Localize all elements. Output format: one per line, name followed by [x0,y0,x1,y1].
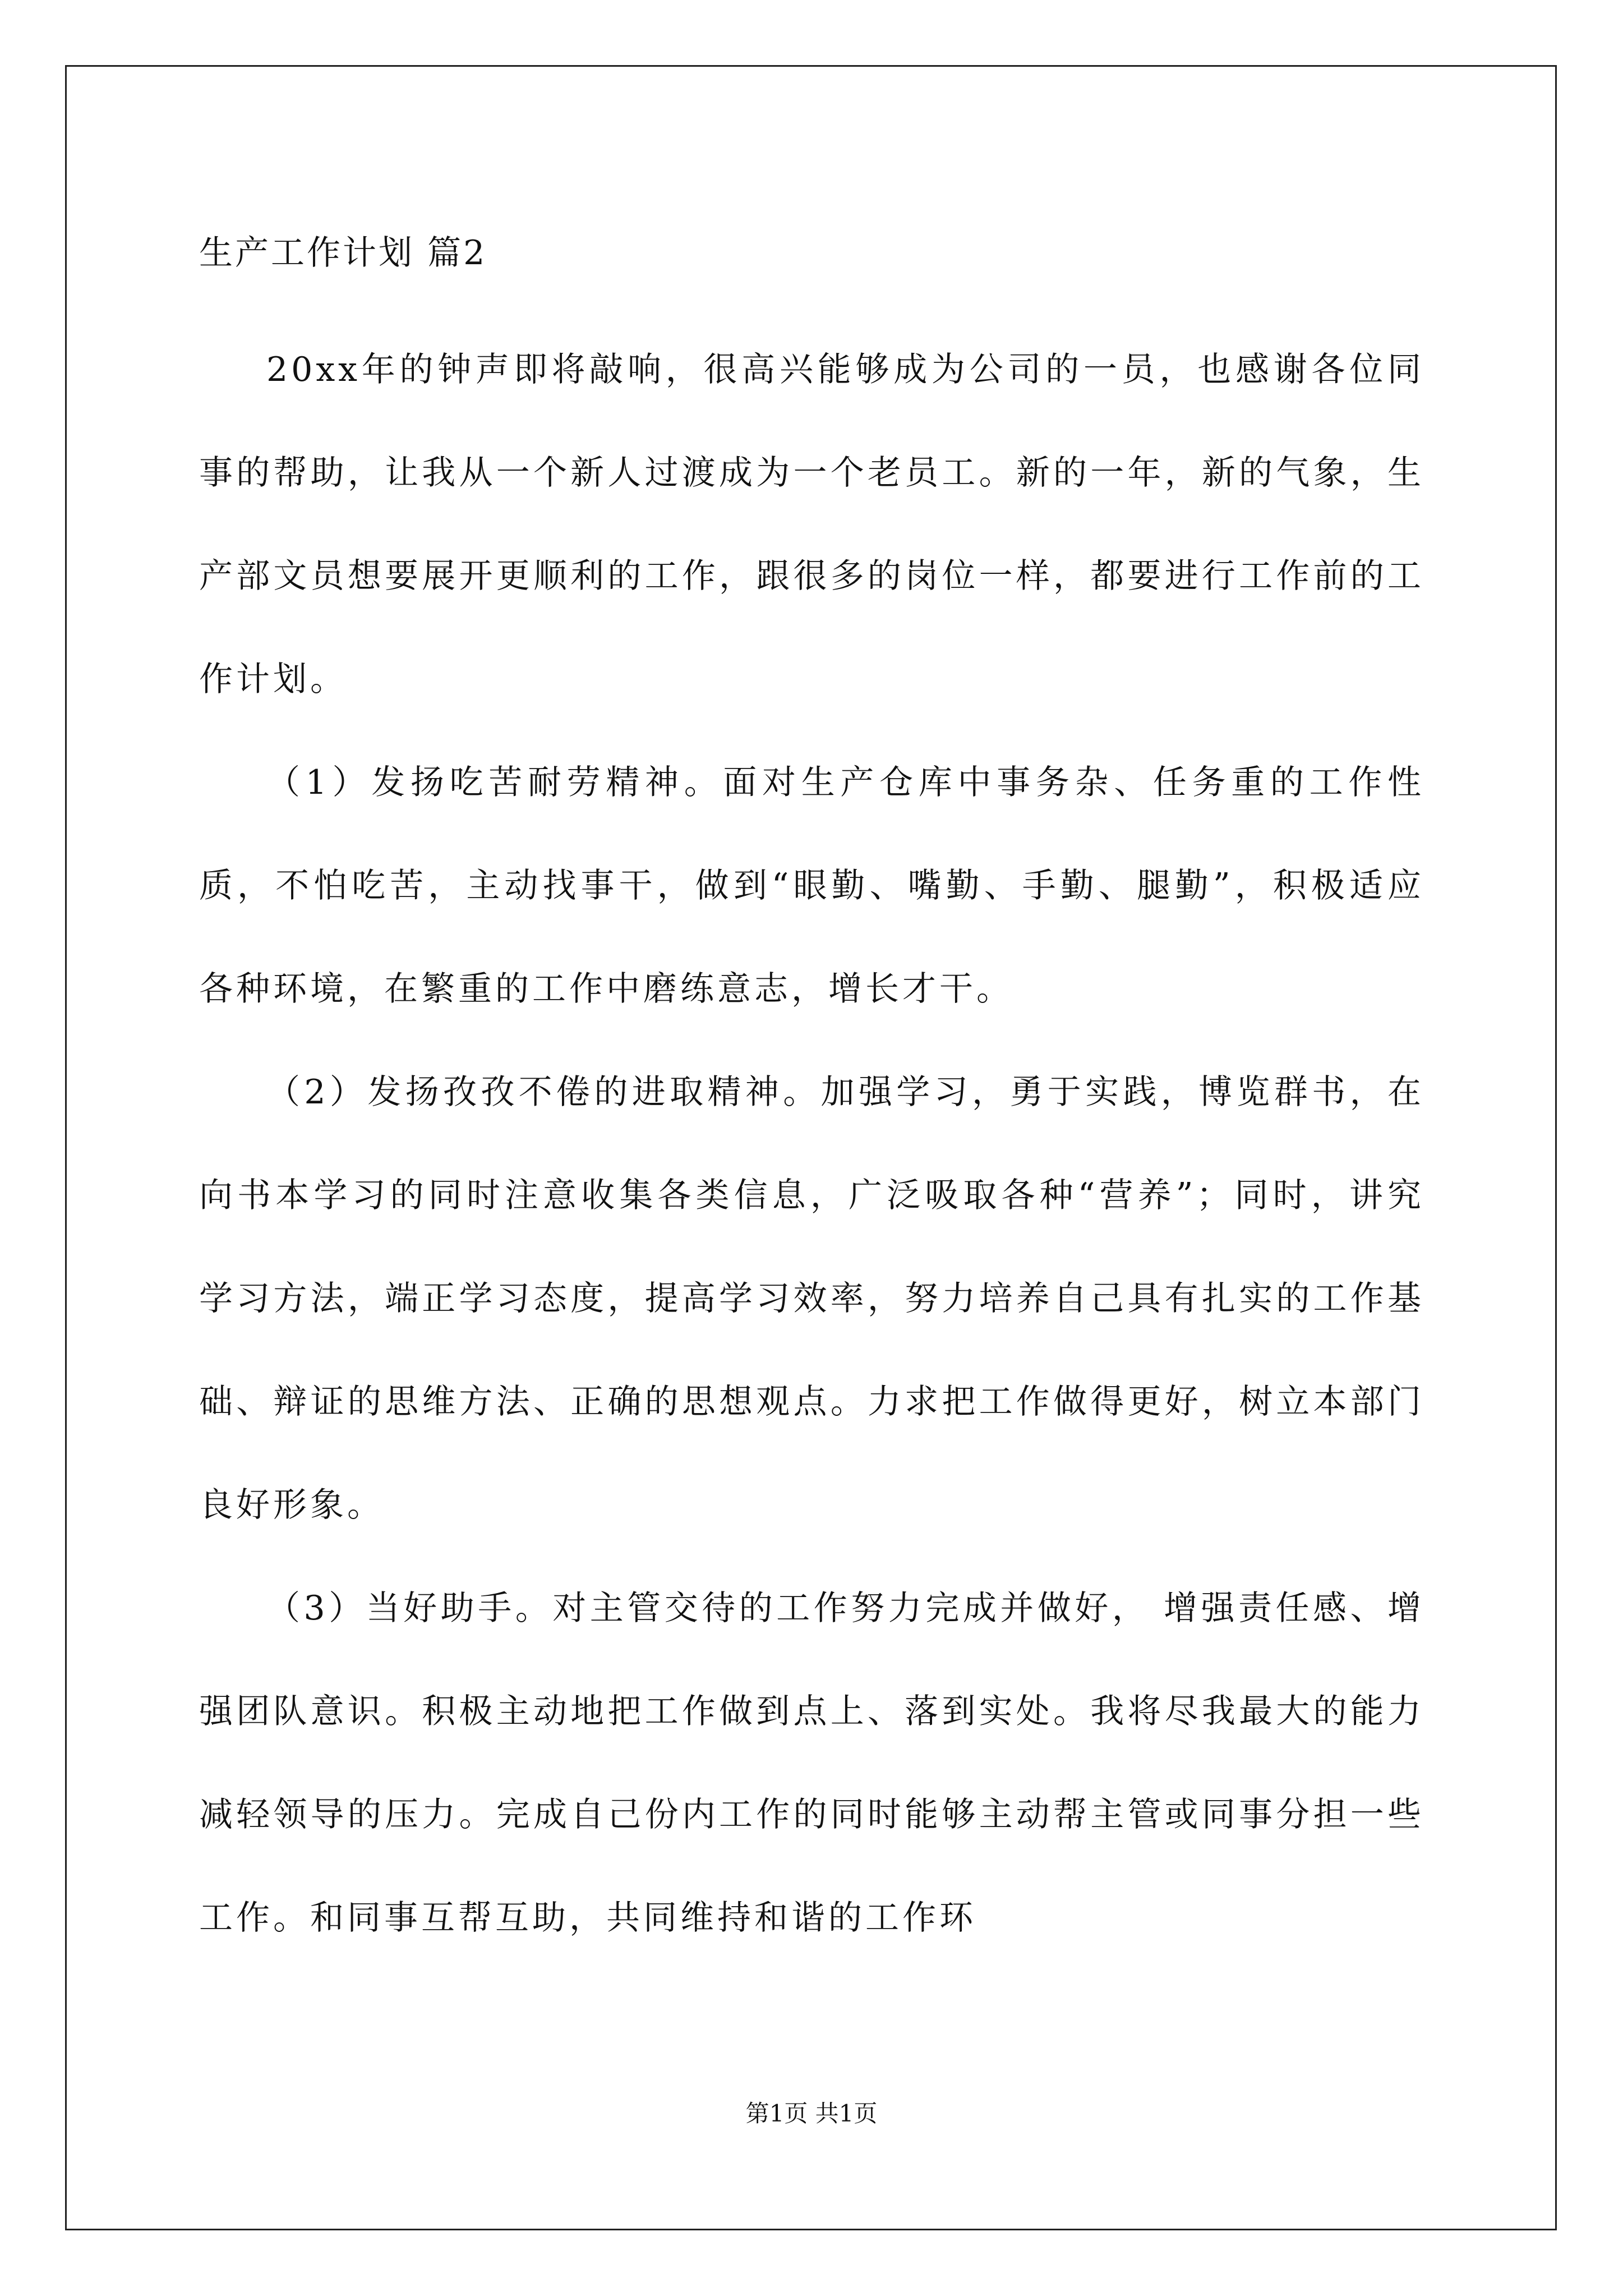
page-number-footer: 第1页 共1页 [745,2100,878,2127]
paragraph-item-1: （1）发扬吃苦耐劳精神。面对生产仓库中事务杂、任务重的工作性质，不怕吃苦，主动找事干，做到“眼勤、嘴勤、手勤、腿勤”，积极适应各种环境，在繁重的工作中磨练意志，增长才干。 [199,763,1424,1009]
paragraph-item-3: （3）当好助手。对主管交待的工作努力完成并做好， 增强责任感、增强团队意识。积极主动地把工作做到点上、落到实处。我将尽我最大的能力减轻领导的压力。完成自己份内工作的同时能够主动帮主管或同事分担一些工作。和同事互帮互助，共同维持和谐的工作环 [199,1589,1424,1938]
document-body [199,222,1424,1970]
paragraph-intro: 20xx年的钟声即将敲响，很高兴能够成为公司的一员，也感谢各位同事的帮助，让我从一个新人过渡成为一个老员工。新的一年，新的气象，生产部文员想要展开更顺利的工作，跟很多的岗位一样，都要进行工作前的工作计划。 [199,350,1424,699]
paragraph-item-2: （2）发扬孜孜不倦的进取精神。加强学习，勇于实践，博览群书，在向书本学习的同时注意收集各类信息，广泛吸取各种“营养”；同时，讲究学习方法，端正学习态度，提高学习效率，努力培养自己具有扎实的工作基础、辩证的思维方法、正确的思想观点。力求把工作做得更好，树立本部门良好形象。 [199,1073,1424,1525]
document-title: 生产工作计划 篇2 [199,233,487,273]
